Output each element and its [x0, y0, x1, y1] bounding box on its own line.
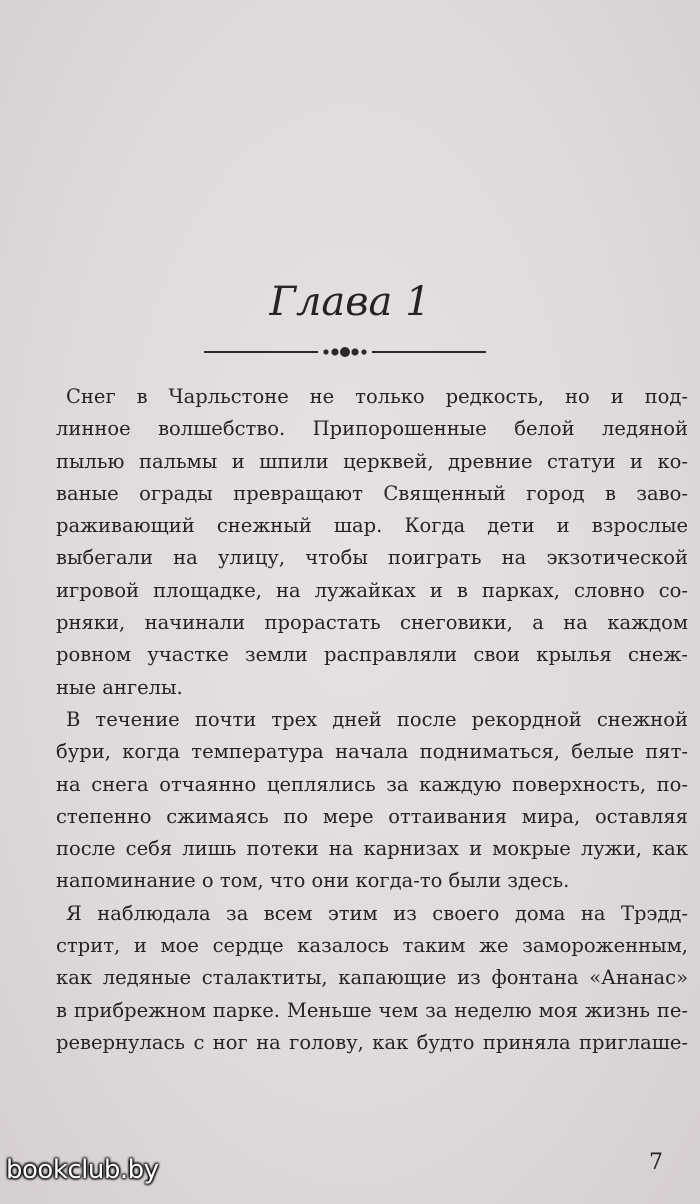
text-line: Снег в Чарльстоне не только редкость, но и под-	[66, 385, 688, 408]
text-line: В течение почти трех дней после рекордной снежной	[66, 707, 688, 731]
show-through-text	[40, 0, 700, 400]
text-line: Я наблюдала за всем этим из своего дома на Трэдд-	[66, 901, 688, 925]
text-line: пылью пальмы и шпили церквей, древние статуи и ко-	[56, 449, 688, 473]
text-line: степенно сжимаясь по мере оттаивания мира, оставляя	[56, 804, 688, 828]
text-line: ваные ограды превращают Священный город в заво-	[56, 481, 688, 505]
page-number: 7	[649, 1150, 663, 1175]
text-line: ровном участке земли расправляли свои крылья снеж-	[56, 643, 688, 667]
text-line: рняки, начинали прорастать снеговики, а на каждом	[56, 611, 688, 635]
text-line: линное волшебство. Припорошенные белой ледяной	[56, 417, 688, 441]
text-line: стрит, и мое сердце казалось таким же замороженным,	[56, 934, 688, 958]
text-line: ревернулась с ног на голову, как будто приняла приглаше-	[56, 1030, 688, 1054]
text-line: раживающий снежный шар. Когда дети и взрослые	[56, 514, 688, 538]
text-line: игровой площадке, на лужайках и в парках, словно со-	[56, 578, 688, 602]
chapter-title: Глава 1	[269, 279, 431, 325]
text-line: после себя лишь потеки на карнизах и мокрые лужи, как	[56, 837, 688, 861]
chapter-body	[58, 381, 688, 1059]
chapter-ornament-divider	[204, 343, 486, 361]
text-line: ные ангелы.	[56, 675, 183, 699]
text-line: выбегали на улицу, чтобы поиграть на экзотической	[56, 546, 688, 570]
text-line: напоминание о том, что они когда-то были здесь.	[56, 869, 570, 893]
text-line: как ледяные сталактиты, капающие из фонтана «Ананас»	[56, 966, 688, 990]
text-line: в прибрежном парке. Меньше чем за неделю моя жизнь пе-	[56, 998, 688, 1022]
text-line: бури, когда температура начала подниматься, белые пят-	[56, 740, 688, 764]
text-line: на снега отчаянно цеплялись за каждую поверхность, по-	[56, 772, 688, 796]
watermark-text: bookclub.by	[6, 1155, 159, 1185]
